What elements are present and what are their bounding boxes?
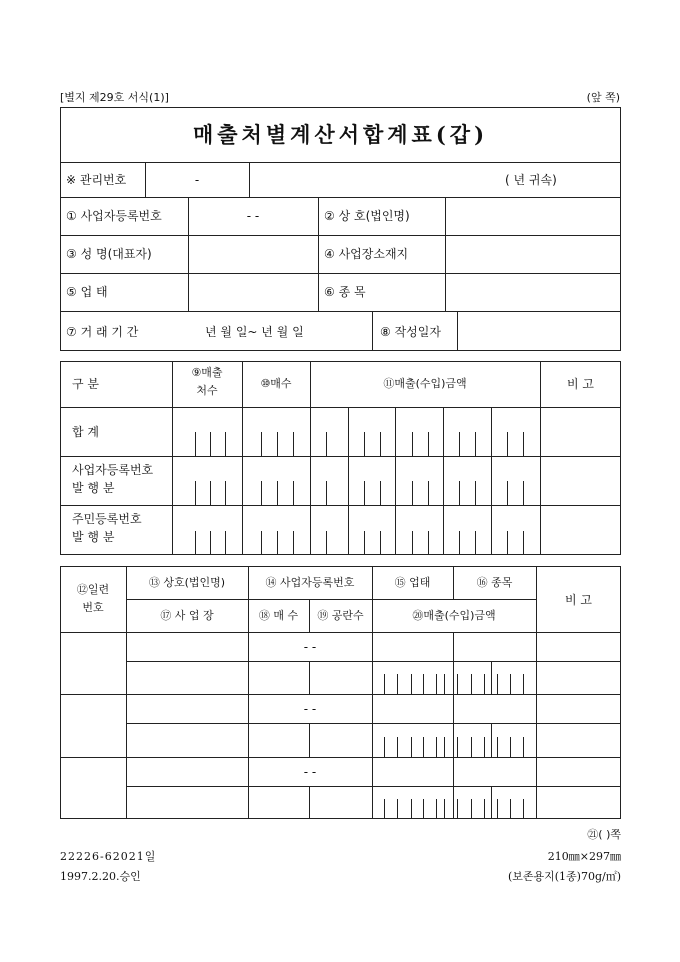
- digit-tick: [277, 531, 278, 555]
- detail-seq-field[interactable]: [61, 695, 125, 756]
- digit-tick: [453, 723, 454, 757]
- summary-bizreg-sheets-field[interactable]: [243, 457, 309, 504]
- digit-tick: [195, 432, 196, 456]
- detail-remarks-field[interactable]: [537, 633, 620, 693]
- digit-tick: [423, 674, 424, 694]
- detail-sheets-field[interactable]: [249, 662, 308, 693]
- summary-col-amount: ⑪매출(수입)금액: [383, 377, 467, 390]
- company-name-field[interactable]: [446, 199, 620, 234]
- detail-business-type-field[interactable]: [373, 758, 452, 785]
- mgmt-number-field[interactable]: -: [194, 173, 200, 187]
- digit-tick: [497, 799, 498, 819]
- detail-col-item: ⑯ 종목: [476, 576, 513, 589]
- paper-spec: (보존용지(1종)70g/㎡): [507, 870, 621, 883]
- business-type-field[interactable]: [189, 275, 317, 310]
- detail-col-seq-1: ⑫일련: [76, 583, 110, 596]
- paper-size: 210㎜×297㎜: [547, 850, 621, 863]
- summary-resreg-amount-field[interactable]: [311, 506, 539, 554]
- summary-row-resreg-1: 주민등록번호: [72, 512, 142, 526]
- digit-tick: [326, 531, 327, 555]
- detail-item-field[interactable]: [454, 633, 535, 660]
- digit-tick: [484, 674, 485, 694]
- detail-reg-no-field[interactable]: - -: [303, 765, 317, 779]
- digit-tick: [471, 799, 472, 819]
- digit-tick: [459, 432, 460, 456]
- digit-tick: [261, 432, 262, 456]
- form-title: 매출처별계산서합계표(갑): [192, 122, 489, 147]
- digit-tick: [412, 481, 413, 505]
- digit-tick: [411, 799, 412, 819]
- representative-field[interactable]: [189, 237, 317, 272]
- digit-tick: [523, 481, 524, 505]
- digit-tick: [412, 432, 413, 456]
- digit-tick: [475, 481, 476, 505]
- detail-reg-no-field[interactable]: - -: [303, 640, 317, 654]
- digit-tick: [457, 799, 458, 819]
- digit-tick: [457, 737, 458, 757]
- approval-date: 1997.2.20.승인: [60, 870, 141, 883]
- digit-tick: [507, 432, 508, 456]
- digit-tick: [491, 661, 492, 694]
- detail-company-field[interactable]: [127, 633, 247, 660]
- digit-tick: [436, 799, 437, 819]
- digit-tick: [457, 674, 458, 694]
- digit-tick: [293, 432, 294, 456]
- digit-tick: [497, 674, 498, 694]
- digit-tick: [507, 481, 508, 505]
- digit-tick: [225, 432, 226, 456]
- digit-tick: [384, 799, 385, 819]
- year-attribution[interactable]: ( 년 귀속): [505, 173, 557, 187]
- digit-tick: [364, 432, 365, 456]
- digit-tick: [210, 432, 211, 456]
- summary-col-remarks: 비 고: [567, 377, 594, 391]
- summary-row-total: 합 계: [72, 425, 99, 439]
- detail-col-business-type: ⑮ 업태: [394, 576, 431, 589]
- digit-tick: [459, 481, 460, 505]
- digit-tick: [326, 481, 327, 505]
- detail-col-sheets: ⑱ 매 수: [258, 609, 299, 622]
- digit-tick: [411, 737, 412, 757]
- summary-bizreg-count-field[interactable]: [173, 457, 241, 504]
- detail-sheets-field[interactable]: [249, 787, 308, 818]
- form-code: 22226-62021일: [60, 850, 157, 863]
- summary-col-count-1: ⑨매출: [191, 366, 223, 379]
- digit-tick: [225, 531, 226, 555]
- detail-col-blank: ⑲ 공란수: [317, 609, 364, 622]
- detail-business-type-field[interactable]: [373, 633, 452, 660]
- digit-tick: [497, 737, 498, 757]
- representative-label: ③ 성 명(대표자): [66, 247, 152, 261]
- digit-tick: [444, 799, 445, 819]
- digit-tick: [397, 799, 398, 819]
- summary-col-sheets: ⑩매수: [260, 377, 292, 390]
- digit-tick: [453, 661, 454, 694]
- digit-tick: [523, 674, 524, 694]
- digit-tick: [510, 737, 511, 757]
- digit-tick: [484, 737, 485, 757]
- digit-tick: [261, 531, 262, 555]
- digit-tick: [523, 432, 524, 456]
- summary-bizreg-remarks-field[interactable]: [541, 457, 620, 504]
- digit-tick: [384, 674, 385, 694]
- detail-company-field[interactable]: [127, 758, 247, 785]
- digit-tick: [261, 481, 262, 505]
- digit-tick: [491, 723, 492, 757]
- detail-col-seq-2: 번호: [82, 601, 104, 614]
- digit-tick: [326, 432, 327, 456]
- digit-tick: [210, 531, 211, 555]
- page-side: (앞 쪽): [586, 91, 620, 104]
- digit-tick: [428, 481, 429, 505]
- form-reference: [별지 제29호 서식(1)]: [60, 91, 169, 104]
- item-field[interactable]: [446, 275, 620, 310]
- digit-tick: [225, 481, 226, 505]
- detail-blank-field[interactable]: [310, 724, 371, 756]
- digit-tick: [380, 481, 381, 505]
- digit-tick: [453, 786, 454, 819]
- digit-tick: [364, 481, 365, 505]
- digit-tick: [195, 531, 196, 555]
- detail-col-business: ⑰ 사 업 장: [160, 609, 214, 622]
- digit-tick: [436, 737, 437, 757]
- written-date-field[interactable]: [458, 313, 620, 350]
- digit-tick: [384, 737, 385, 757]
- reg-no-label: ① 사업자등록번호: [66, 209, 162, 223]
- summary-resreg-count-field[interactable]: [173, 506, 241, 554]
- detail-company-field[interactable]: [127, 695, 247, 722]
- summary-total-amount-field[interactable]: [311, 408, 539, 455]
- trade-period-label: ⑦ 거 래 기 간: [66, 325, 139, 339]
- company-name-label: ② 상 호(법인명): [324, 209, 410, 223]
- digit-tick: [380, 432, 381, 456]
- digit-tick: [380, 531, 381, 555]
- summary-row-bizreg-1: 사업자등록번호: [72, 463, 154, 477]
- detail-blank-field[interactable]: [310, 787, 371, 818]
- digit-tick: [507, 531, 508, 555]
- digit-tick: [277, 481, 278, 505]
- reg-no-field[interactable]: - -: [246, 209, 260, 223]
- summary-resreg-sheets-field[interactable]: [243, 506, 309, 554]
- written-date-label: ⑧ 작성일자: [380, 325, 441, 339]
- detail-remarks-field[interactable]: [537, 695, 620, 756]
- detail-item-field[interactable]: [454, 695, 535, 722]
- business-address-label: ④ 사업장소재지: [324, 247, 409, 261]
- detail-col-company: ⑬ 상호(법인명): [148, 576, 226, 589]
- digit-tick: [523, 531, 524, 555]
- detail-remarks-field[interactable]: [537, 758, 620, 818]
- digit-tick: [397, 737, 398, 757]
- digit-tick: [293, 531, 294, 555]
- detail-business-field[interactable]: [127, 662, 247, 693]
- summary-col-count-2: 처수: [196, 384, 218, 397]
- detail-seq-field[interactable]: [61, 758, 125, 818]
- summary-row-bizreg-2: 발 행 분: [72, 481, 115, 495]
- digit-tick: [444, 674, 445, 694]
- digit-tick: [523, 737, 524, 757]
- summary-row-resreg-2: 발 행 분: [72, 530, 115, 544]
- summary-total-count-field[interactable]: [173, 408, 241, 455]
- detail-col-amount: ⑳매출(수입)금액: [412, 609, 496, 622]
- digit-tick: [459, 531, 460, 555]
- digit-tick: [510, 799, 511, 819]
- business-type-label: ⑤ 업 태: [66, 285, 108, 299]
- digit-tick: [475, 531, 476, 555]
- page-number: ㉑( )쪽: [587, 828, 621, 841]
- detail-sheets-field[interactable]: [249, 724, 308, 756]
- digit-tick: [484, 799, 485, 819]
- digit-tick: [364, 531, 365, 555]
- digit-tick: [397, 674, 398, 694]
- mgmt-number-label: ※ 관리번호: [66, 173, 127, 187]
- summary-total-sheets-field[interactable]: [243, 408, 309, 455]
- digit-tick: [475, 432, 476, 456]
- detail-col-remarks: 비 고: [565, 593, 592, 607]
- digit-tick: [293, 481, 294, 505]
- digit-tick: [428, 432, 429, 456]
- detail-blank-field[interactable]: [310, 662, 371, 693]
- digit-tick: [523, 799, 524, 819]
- summary-bizreg-amount-field[interactable]: [311, 457, 539, 504]
- digit-tick: [195, 481, 196, 505]
- digit-tick: [436, 674, 437, 694]
- detail-seq-field[interactable]: [61, 633, 125, 693]
- digit-tick: [510, 674, 511, 694]
- summary-total-remarks-field[interactable]: [541, 408, 620, 455]
- digit-tick: [471, 737, 472, 757]
- digit-tick: [411, 674, 412, 694]
- detail-business-field[interactable]: [127, 724, 247, 756]
- item-label: ⑥ 종 목: [324, 285, 366, 299]
- digit-tick: [277, 432, 278, 456]
- digit-tick: [423, 737, 424, 757]
- digit-tick: [471, 674, 472, 694]
- digit-tick: [444, 737, 445, 757]
- trade-period-field[interactable]: 년 월 일~ 년 월 일: [205, 325, 304, 339]
- detail-business-field[interactable]: [127, 787, 247, 818]
- digit-tick: [412, 531, 413, 555]
- digit-tick: [423, 799, 424, 819]
- detail-reg-no-field[interactable]: - -: [303, 702, 317, 716]
- business-address-field[interactable]: [446, 237, 620, 272]
- detail-business-type-field[interactable]: [373, 695, 452, 722]
- digit-tick: [210, 481, 211, 505]
- detail-item-field[interactable]: [454, 758, 535, 785]
- digit-tick: [428, 531, 429, 555]
- summary-resreg-remarks-field[interactable]: [541, 506, 620, 554]
- summary-col-category: 구 분: [72, 377, 99, 391]
- digit-tick: [491, 786, 492, 819]
- detail-col-reg-no: ⑭ 사업자등록번호: [265, 576, 355, 589]
